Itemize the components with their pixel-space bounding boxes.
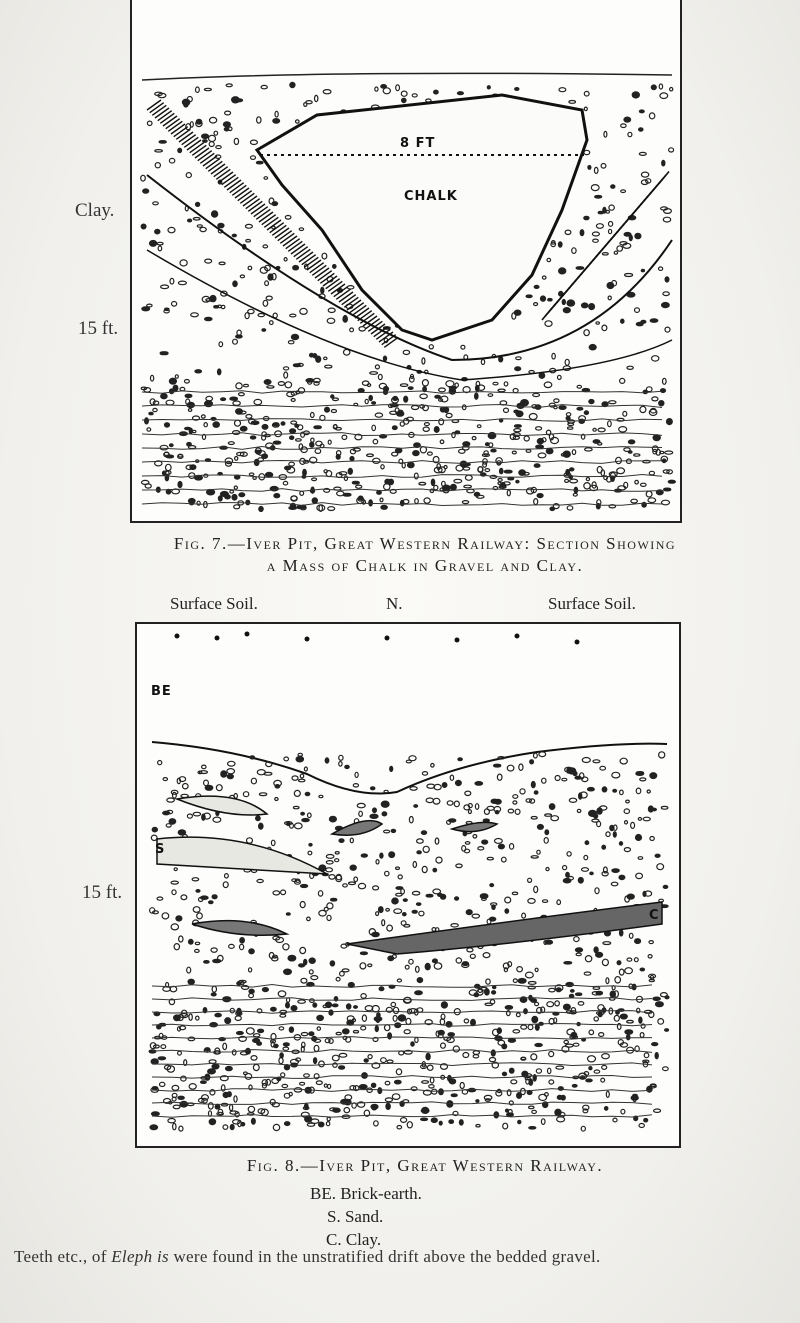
- brick-earth-label: BE: [151, 684, 172, 699]
- figure-7-section-drawing: [130, 0, 682, 523]
- legend-sand: S. Sand.: [327, 1207, 384, 1226]
- legend-brick-earth: BE. Brick-earth.: [310, 1184, 422, 1203]
- north-label: N.: [386, 594, 403, 613]
- figure-8-section-drawing: [135, 622, 681, 1148]
- sand-label: S: [155, 842, 166, 857]
- clay-label: C: [649, 908, 660, 923]
- depth-side-label-fig8: 15 ft.: [82, 882, 123, 903]
- dimension-label-8ft: 8 FT: [400, 136, 436, 151]
- figure-8-caption: Fig. 8.—Iver Pit, Great Western Railway.: [246, 1156, 604, 1175]
- figure-7-caption-line-1: Fig. 7.—Iver Pit, Great Western Railway: Section Showing: [173, 534, 677, 553]
- figure-7-caption-line-2: a Mass of Chalk in Gravel and Clay.: [266, 556, 584, 575]
- chalk-label: CHALK: [404, 189, 458, 204]
- surface-soil-left-label: Surface Soil.: [170, 594, 258, 613]
- figure-7-illustration: [132, 0, 680, 521]
- surface-soil-right-label: Surface Soil.: [548, 594, 636, 613]
- legend-clay: C. Clay.: [326, 1230, 382, 1249]
- footnote: [14, 1246, 789, 1267]
- clay-side-label: Clay.: [75, 200, 115, 221]
- footnote-suffix: were found in the unstratified drift above the bedded gravel.: [168, 1247, 601, 1266]
- depth-side-label-fig7: 15 ft.: [78, 318, 119, 339]
- figure-8-illustration: [137, 624, 679, 1146]
- footnote-prefix: Teeth etc., of: [14, 1247, 112, 1266]
- footnote-genus: Eleph is: [111, 1247, 169, 1266]
